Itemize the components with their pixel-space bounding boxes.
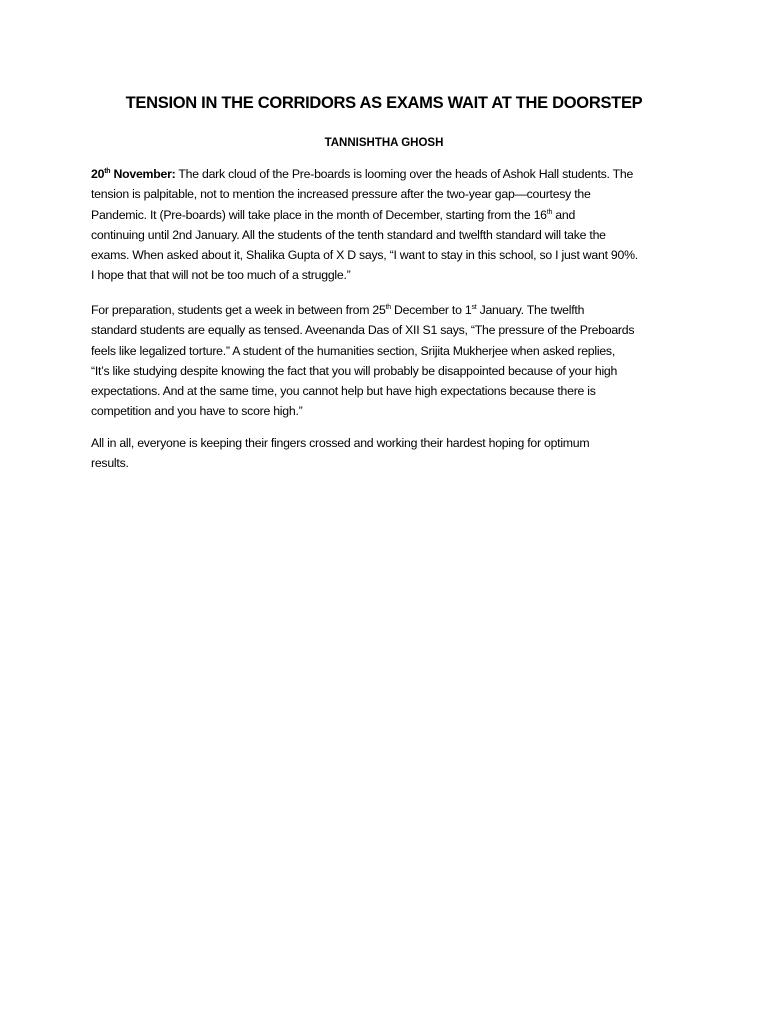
paragraph-line: I hope that that will not be too much of a struggle.” — [91, 268, 351, 283]
article-title: TENSION IN THE CORRIDORS AS EXAMS WAIT AT THE DOORSTEP — [125, 94, 643, 112]
paragraph-text: Pandemic. It (Pre-boards) will take place in the month of December, starting from the 16 — [91, 207, 547, 222]
paragraph-text: The dark cloud of the Pre-boards is looming over the heads of Ashok Hall students. The — [175, 167, 634, 181]
paragraph-text: January. The twelfth — [476, 303, 585, 317]
paragraph-text: and — [552, 207, 576, 222]
author-byline: TANNISHTHA GHOSH — [324, 137, 444, 149]
paragraph-line: “It’s like studying despite knowing the fact that you will probably be disappointed because of your high — [91, 363, 618, 378]
dateline-month: November: — [110, 167, 176, 181]
paragraph-2 — [91, 300, 691, 422]
paragraph-3 — [91, 433, 691, 474]
paragraph-line: feels like legalized torture.” A student of the humanities section, Srijita Mukherjee when asked replies, — [91, 343, 615, 358]
paragraph-line: standard students are equally as tensed. Aveenanda Das of XII S1 says, “The pressure of the Preboards — [91, 323, 635, 338]
paragraph-line: expectations. And at the same time, you cannot help but have high expectations because there is — [91, 384, 596, 399]
ordinal-suffix: th — [385, 303, 391, 311]
paragraph-line: exams. When asked about it, Shalika Gupta of X D says, “I want to stay in this school, so I just want 90%. — [91, 248, 638, 263]
dateline-suffix: th — [104, 167, 111, 175]
paragraph-line: competition and you have to score high.” — [91, 404, 303, 419]
paragraph-1 — [91, 164, 691, 286]
dateline-day: 20 — [91, 167, 105, 181]
paragraph-line: continuing until 2nd January. All the students of the tenth standard and twelfth standard will take the — [91, 227, 606, 242]
paragraph-line — [91, 205, 691, 225]
paragraph-line: results. — [91, 456, 129, 471]
dateline — [91, 167, 175, 181]
ordinal-suffix: st — [471, 303, 477, 311]
paragraph-text: For preparation, students get a week in between from 25 — [91, 303, 386, 317]
paragraph-line: All in all, everyone is keeping their fingers crossed and working their hardest hoping for optimum — [91, 436, 590, 450]
paragraph-line: tension is palpitable, not to mention the increased pressure after the two-year gap—courtesy the — [91, 187, 591, 202]
ordinal-suffix: th — [546, 208, 553, 216]
paragraph-text: December to 1 — [390, 303, 472, 317]
paragraph-line — [91, 164, 691, 184]
paragraph-line — [91, 300, 691, 320]
